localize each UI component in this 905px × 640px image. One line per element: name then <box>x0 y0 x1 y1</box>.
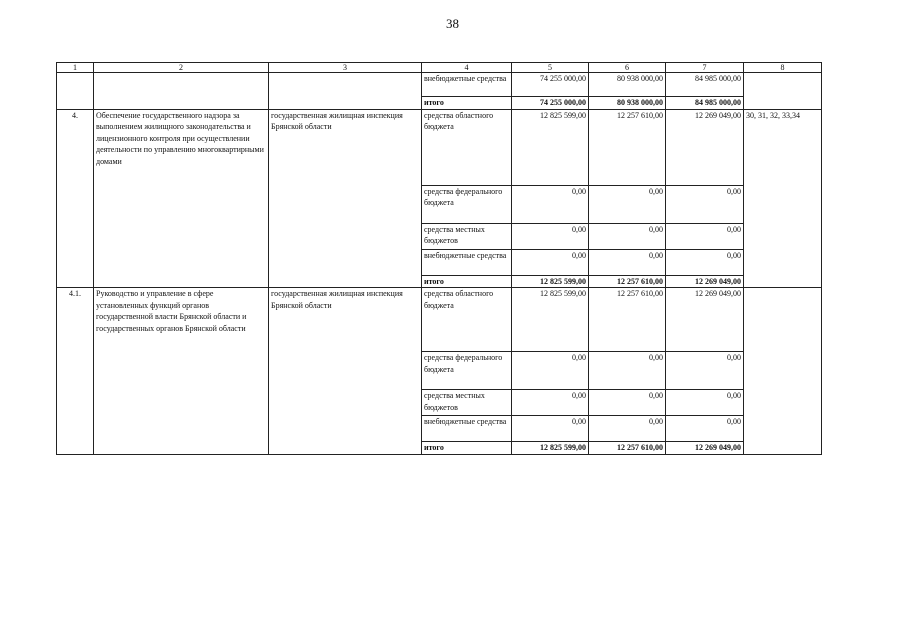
value-cell: 80 938 000,00 <box>589 73 666 97</box>
value-cell: 0,00 <box>512 352 589 390</box>
funding-source-total: итого <box>422 275 512 288</box>
measure-name-cell <box>94 73 269 110</box>
header-cell: 4 <box>422 63 512 73</box>
table-header-row <box>57 63 822 73</box>
value-cell: 0,00 <box>589 185 666 223</box>
value-cell: 0,00 <box>666 185 744 223</box>
value-cell: 0,00 <box>666 390 744 416</box>
executor-cell <box>269 73 422 110</box>
header-cell: 3 <box>269 63 422 73</box>
value-cell: 0,00 <box>512 223 589 249</box>
funding-source: внебюджетные средства <box>422 416 512 442</box>
header-cell: 2 <box>94 63 269 73</box>
value-cell: 12 257 610,00 <box>589 109 666 185</box>
measure-name: Обеспечение государственного надзора за выполнением жилищного законодательства и лицензионного контроля при осуществлении деятельности по управлению многоквартирными домами <box>94 109 269 288</box>
value-cell: 12 269 049,00 <box>666 288 744 352</box>
value-cell: 0,00 <box>512 390 589 416</box>
header-cell: 7 <box>666 63 744 73</box>
total-value: 84 985 000,00 <box>666 97 744 110</box>
value-cell: 0,00 <box>666 352 744 390</box>
total-value: 74 255 000,00 <box>512 97 589 110</box>
value-cell: 74 255 000,00 <box>512 73 589 97</box>
funding-source: средства федерального бюджета <box>422 185 512 223</box>
value-cell: 0,00 <box>666 416 744 442</box>
value-cell: 0,00 <box>589 223 666 249</box>
page-number: 38 <box>446 16 459 31</box>
row-number: 4.1. <box>57 288 94 455</box>
header-cell: 6 <box>589 63 666 73</box>
row-number: 4. <box>57 109 94 288</box>
value-cell: 12 257 610,00 <box>589 288 666 352</box>
total-value: 12 257 610,00 <box>589 442 666 455</box>
value-cell: 0,00 <box>666 249 744 275</box>
value-cell: 0,00 <box>589 416 666 442</box>
header-cell: 8 <box>744 63 822 73</box>
funding-source-total: итого <box>422 442 512 455</box>
budget-table <box>56 62 822 455</box>
funding-source: внебюджетные средства <box>422 249 512 275</box>
funding-source: средства федерального бюджета <box>422 352 512 390</box>
value-cell: 12 825 599,00 <box>512 109 589 185</box>
value-cell: 0,00 <box>512 416 589 442</box>
value-cell: 0,00 <box>666 223 744 249</box>
header-cell: 5 <box>512 63 589 73</box>
funding-source: средства местных бюджетов <box>422 223 512 249</box>
row-number-cell <box>57 73 94 110</box>
total-value: 12 257 610,00 <box>589 275 666 288</box>
value-cell: 0,00 <box>512 249 589 275</box>
executor: государственная жилищная инспекция Брянской области <box>269 109 422 288</box>
value-cell: 12 825 599,00 <box>512 288 589 352</box>
value-cell: 12 269 049,00 <box>666 109 744 185</box>
value-cell: 0,00 <box>589 352 666 390</box>
total-value: 12 825 599,00 <box>512 275 589 288</box>
total-value: 80 938 000,00 <box>589 97 666 110</box>
target-indicators <box>744 288 822 455</box>
header-cell: 1 <box>57 63 94 73</box>
executor: государственная жилищная инспекция Брянской области <box>269 288 422 455</box>
value-cell: 84 985 000,00 <box>666 73 744 97</box>
value-cell: 0,00 <box>512 185 589 223</box>
value-cell: 0,00 <box>589 249 666 275</box>
funding-source: средства областного бюджета <box>422 109 512 185</box>
value-cell: 0,00 <box>589 390 666 416</box>
measure-name: Руководство и управление в сфере установленных функций органов государственной власти Брянской области и государственных органов Брянской области <box>94 288 269 455</box>
target-indicators: 30, 31, 32, 33,34 <box>744 109 822 288</box>
table-row <box>57 73 822 97</box>
total-value: 12 825 599,00 <box>512 442 589 455</box>
total-value: 12 269 049,00 <box>666 275 744 288</box>
total-value: 12 269 049,00 <box>666 442 744 455</box>
funding-source: средства областного бюджета <box>422 288 512 352</box>
table-row <box>57 109 822 185</box>
funding-source-total: итого <box>422 97 512 110</box>
table-row <box>57 288 822 352</box>
funding-source: внебюджетные средства <box>422 73 512 97</box>
targets-cell <box>744 73 822 110</box>
funding-source: средства местных бюджетов <box>422 390 512 416</box>
